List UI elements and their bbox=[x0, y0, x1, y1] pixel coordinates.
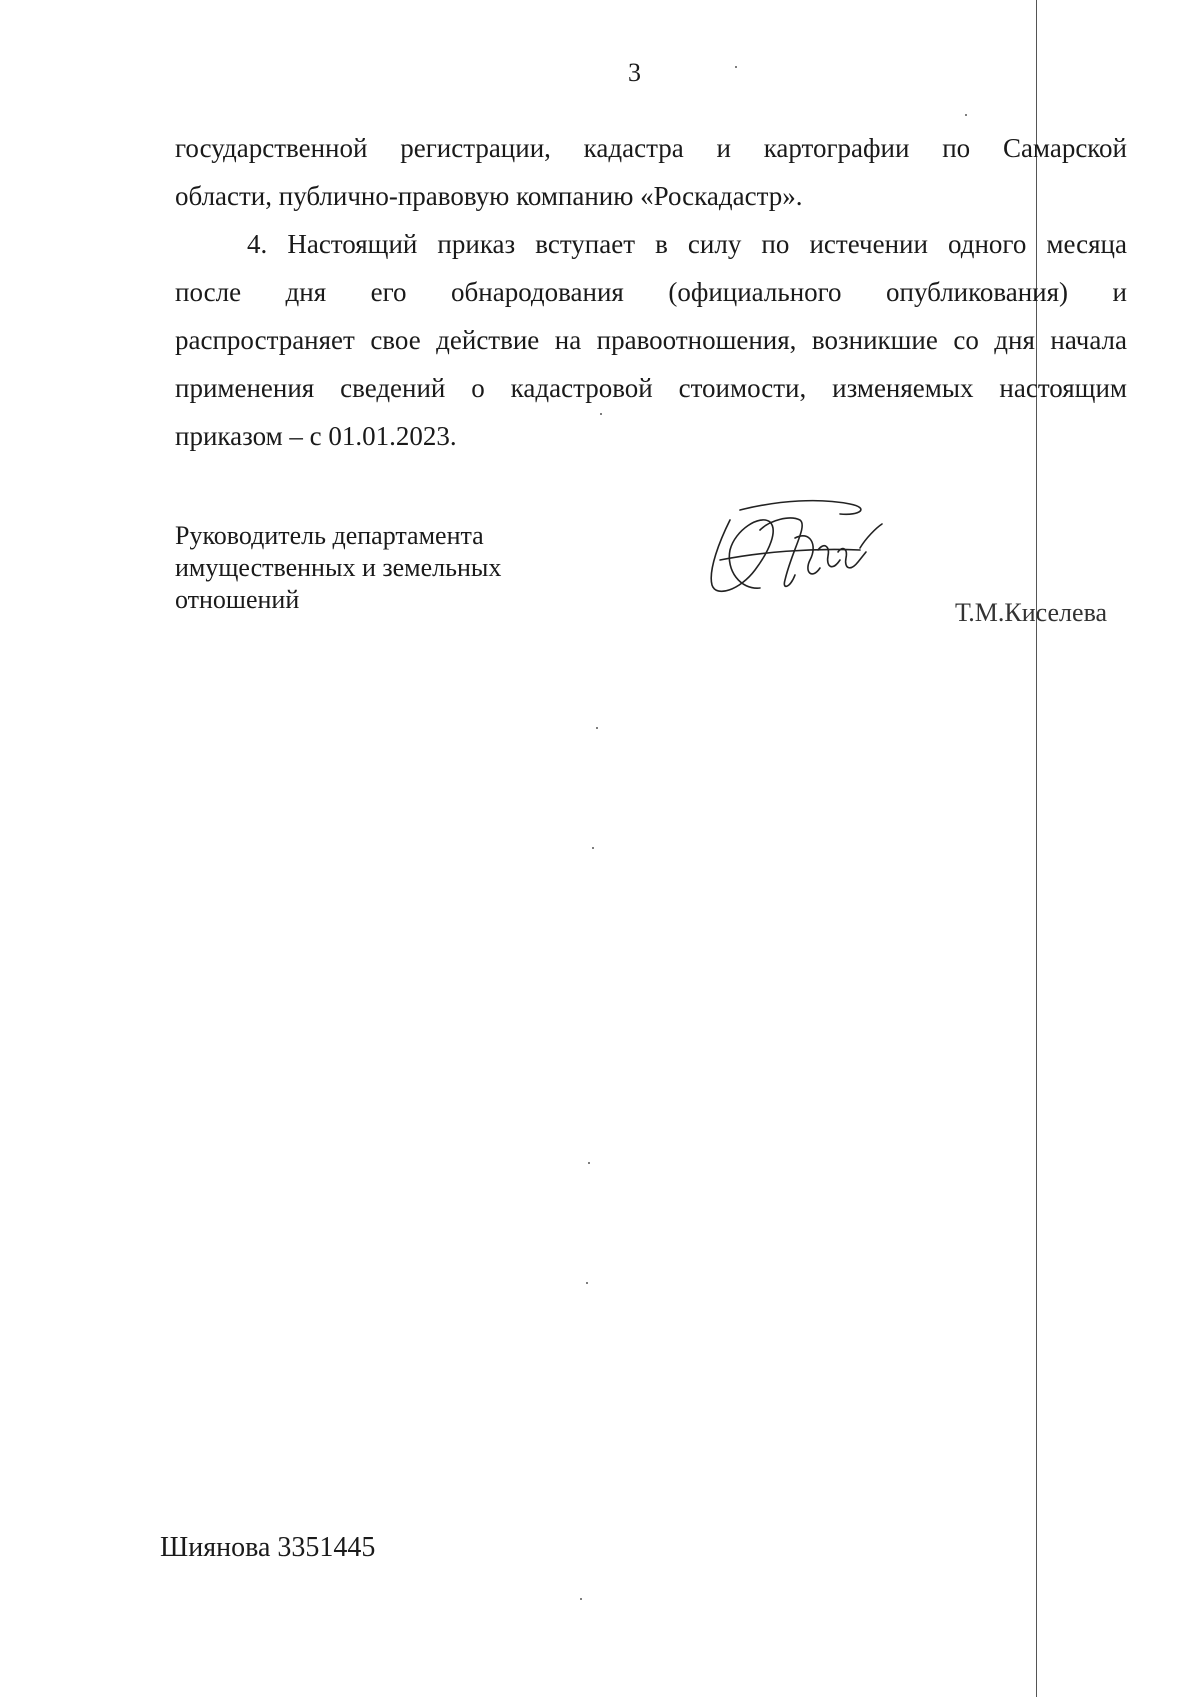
body-text bbox=[175, 124, 1127, 460]
body-line: применения сведений о кадастровой стоимости, изменяемых настоящим bbox=[175, 373, 1127, 403]
signer-position-line: отношений bbox=[175, 585, 300, 614]
body-line: распространяет свое действие на правоотношения, возникшие со дня начала bbox=[175, 325, 1127, 355]
page-number: 3 bbox=[628, 58, 641, 87]
scan-speck bbox=[965, 114, 967, 116]
scan-speck bbox=[588, 1162, 590, 1164]
scan-speck bbox=[586, 1282, 588, 1284]
scan-speck bbox=[580, 1598, 582, 1600]
scan-speck bbox=[600, 413, 602, 415]
paragraph-4-first-line: 4. Настоящий приказ вступает в силу по истечении одного месяца bbox=[247, 229, 1127, 259]
handwritten-signature bbox=[700, 490, 900, 610]
body-line: государственной регистрации, кадастра и картографии по Самарской bbox=[175, 133, 1127, 163]
scan-speck bbox=[596, 727, 598, 729]
executor-contact: Шиянова 3351445 bbox=[160, 1532, 376, 1563]
body-line: приказом – с 01.01.2023. bbox=[175, 421, 457, 451]
signer-position-line: имущественных и земельных bbox=[175, 553, 502, 582]
scan-speck bbox=[735, 66, 737, 68]
body-line: области, публично-правовую компанию «Роскадастр». bbox=[175, 181, 803, 211]
scan-speck bbox=[592, 847, 594, 849]
signer-position bbox=[175, 520, 501, 616]
body-line: после дня его обнародования (официального опубликования) и bbox=[175, 277, 1127, 307]
signer-position-line: Руководитель департамента bbox=[175, 521, 484, 550]
signer-name: Т.М.Киселева bbox=[955, 598, 1108, 627]
